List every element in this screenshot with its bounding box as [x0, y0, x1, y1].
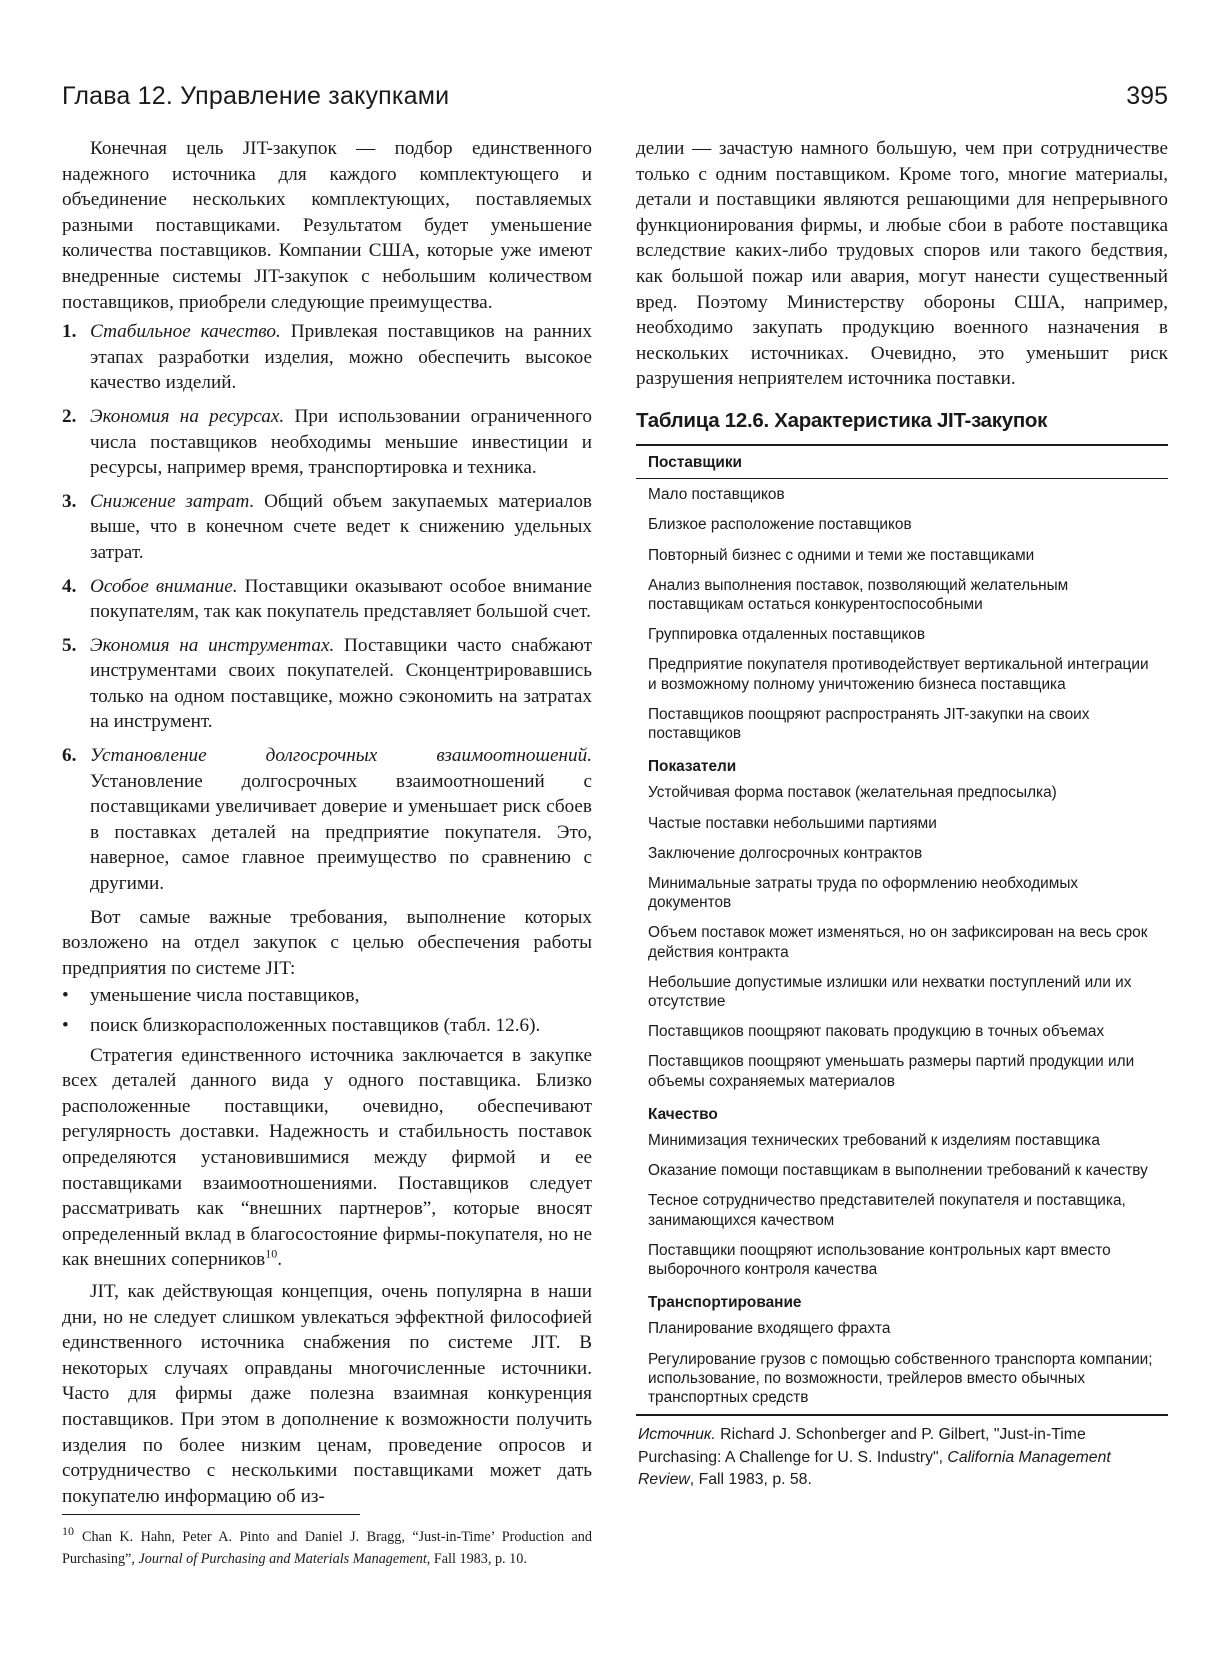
footnote-number: 10	[62, 1524, 74, 1538]
footnote-journal: Journal of Purchasing and Materials Management	[138, 1551, 427, 1567]
bullet-icon: •	[62, 985, 69, 1007]
continuation-paragraph: делии — зачастую намного большую, чем при сотрудничестве только с одним поставщиком. Кроме того, многие материалы, детали и поставщики являются решающими для непрерывного функционирования фирмы, и любые сбои в работе поставщика вследствие каких-либо трудовых споров или такого бедствия, как большой пожар или авария, могут нанести существенный вред. Поэтому Министерству обороны США, например, необходимо закупать продукцию военного назначения в нескольких источниках. Очевидно, это уменьшит риск разрушения неприятелем источника поставки.	[636, 138, 1168, 390]
benefit-text: Поставщики оказывают особое внимание покупателям, так как покупатель представляет большой счет.	[90, 575, 592, 623]
table-row: Поставщиков поощряют уменьшать размеры партий продукции или объемы сохраняемых материалов	[648, 1053, 1135, 1090]
table-row: Объем поставок может изменяться, но он зафиксирован на весь срок действия контракта	[648, 924, 1148, 961]
jit-paragraph: JIT, как действующая концепция, очень популярна в наши дни, но не следует слишком увлекаться эффектной философией единственного источника снабжения по системе JIT. В некоторых случаях оправданы многочисленные источники. Часто для фирмы даже полезна взаимная конкуренция поставщиков. При этом в дополнение к возможности получить изделия по более низким ценам, проведение опросов и сотрудничество с несколькими поставщиками может дать покупателю информацию об из-	[62, 1280, 592, 1507]
table-row: Поставщики поощряют использование контрольных карт вместо выборочного контроля качества	[648, 1241, 1111, 1279]
table-row: Близкое расположение поставщиков	[648, 516, 912, 534]
requirement-item: • уменьшение числа поставщиков,	[62, 983, 592, 1009]
table-row: Повторный бизнес с одними и теми же поставщиками	[648, 546, 1035, 564]
benefit-text: Поставщики часто снабжают инструментами своих покупателей. Сконцентрировавшись только на одном поставщике, можно сэкономить на затратах на инструмент.	[90, 634, 593, 733]
table-row: Минимизация технических требований к изделиям поставщика	[648, 1132, 1100, 1150]
table-row: Регулирование грузов с помощью собственного транспорта компании; использование, по возможности, трейлеров вместо обычных транспортных средств	[648, 1350, 1153, 1407]
table-row: Небольшие допустимые излишки или нехватки поступлений или их отсутствие	[648, 973, 1132, 1010]
benefit-text: Установление долгосрочных взаимоотношений с поставщиками увеличивает доверие и уменьшает риск сбоев в поставках деталей на предприятие покупателя. Это, наверное, самое главное преимущество по сравнению с другими.	[90, 770, 592, 895]
footnote: $^{10}$ Chan K. Hahn, Peter A. Pinto and Daniel J. Bragg, “Just-in-Time’ Production and Purchasing”, Journal of Purchasing and Materials Management, Fall 1983, p. 10.	[62, 1524, 592, 1567]
requirements-list	[62, 983, 592, 1038]
table-row: Минимальные затраты труда по оформлению необходимых документов	[648, 874, 1079, 912]
benefit-item: 3. Снижение затрат. Общий объем закупаемых материалов выше, что в конечном счете ведет к снижению удельных затрат.	[62, 490, 592, 563]
table-rule-bottom	[636, 1414, 1168, 1416]
source-journal: California Management Review	[638, 1448, 1111, 1489]
benefit-term: Экономия на инструментах.	[90, 634, 335, 656]
requirements-intro: Вот самые важные требования, выполнение которых возложено на отдел закупок с целью обеспечения работы предприятия по системе JIT:	[62, 906, 592, 979]
right-column	[636, 136, 1168, 1491]
table-section-quality: Качество	[648, 1105, 718, 1123]
left-column	[62, 136, 592, 1509]
table-row: Поставщиков поощряют паковать продукцию в точных объемах	[648, 1023, 1105, 1041]
table-row: Устойчивая форма поставок (желательная предпосылка)	[648, 784, 1057, 802]
running-head	[62, 82, 1168, 116]
table-source: Источник. Richard J. Schonberger and P. Gilbert, "Just-in-Time Purchasing: A Challenge for U. S. Industry", California Management Review, Fall 1983, p. 58.	[638, 1426, 1111, 1489]
benefit-item: 2. Экономия на ресурсах. При использовании ограниченного числа поставщиков необходимы меньшие инвестиции и ресурсы, например время, транспортировка и техника.	[62, 405, 592, 479]
benefit-item: 1. Стабильное качество. Привлекая поставщиков на ранних этапах разработки изделия, можно обеспечить высокое качество изделий.	[62, 321, 592, 394]
table-row: Предприятие покупателя противодействует вертикальной интеграции и возможному полному уничтожению бизнеса поставщика	[648, 656, 1149, 693]
table-row: Анализ выполнения поставок, позволяющий желательным поставщикам остаться конкурентоспособными	[648, 576, 1069, 613]
intro-paragraph: Конечная цель JIT-закупок — подбор единственного надежного источника для каждого комплектующего и объединение нескольких комплектующих, поставляемых разными поставщиками. Результатом будет уменьшение количества поставщиков. Компании США, которые уже имеют внедренные системы JIT-закупок с небольшим количеством поставщиков, приобрели следующие преимущества.	[62, 138, 592, 313]
strategy-paragraph: Стратегия единственного источника заключается в закупке всех деталей данного вида у одного поставщика. Близко расположенные поставщики, очевидно, обеспечивают регулярность доставки. Надежность и стабильность поставок определяются установившимися между фирмой и ее поставщиками взаимоотношениями. Поставщиков следует рассматривать как “внешних партнеров”, которые вносят определенный вклад в благосостояние фирмы-покупателя, но не как внешних соперников$^{10}$.	[62, 1044, 592, 1271]
page-number: 395	[1126, 82, 1168, 110]
table-row: Тесное сотрудничество представителей покупателя и поставщика, занимающихся качеством	[648, 1192, 1126, 1229]
footnote-ref: 10	[265, 1246, 278, 1261]
table-header: Поставщики	[648, 453, 742, 471]
benefit-item: 4. Особое внимание. Поставщики оказывают особое внимание покупателям, так как покупатель представляет большой счет.	[62, 575, 592, 623]
bullet-icon: •	[62, 1015, 69, 1036]
table-row: Группировка отдаленных поставщиков	[648, 626, 925, 644]
benefit-term: Стабильное качество.	[90, 321, 281, 343]
table-title: Таблица 12.6. Характеристика JIT-закупок	[636, 408, 1048, 432]
benefit-term: Экономия на ресурсах.	[90, 405, 285, 427]
source-label: Источник.	[638, 1426, 716, 1444]
benefit-item: 6. Установление долгосрочных взаимоотношений. Установление долгосрочных взаимоотношений с поставщиками увеличивает доверие и уменьшает риск сбоев в поставках деталей на предприятие покупателя. Это, наверное, самое главное преимущество по сравнению с другими.	[62, 745, 592, 895]
benefit-term: Снижение затрат.	[90, 490, 255, 512]
benefit-term: Установление долгосрочных взаимоотношений.	[90, 745, 592, 767]
jit-table	[636, 444, 1168, 1416]
benefit-text: Привлекая поставщиков на ранних этапах разработки изделия, можно обеспечить высокое качество изделий.	[90, 321, 592, 394]
benefit-item: 5. Экономия на инструментах. Поставщики часто снабжают инструментами своих покупателей. Сконцентрировавшись только на одном поставщике, можно сэкономить на затратах на инструмент.	[62, 634, 593, 733]
table-row: Частые поставки небольшими партиями	[648, 814, 937, 832]
table-row: Мало поставщиков	[648, 486, 785, 504]
table-section-indicators: Показатели	[648, 758, 737, 776]
table-row: Оказание помощи поставщикам в выполнении требований к качеству	[648, 1162, 1148, 1180]
table-body	[636, 479, 1168, 1407]
requirement-item: • поиск близкорасположенных поставщиков (табл. 12.6).	[62, 1013, 592, 1039]
table-section-transport: Транспортирование	[648, 1294, 802, 1312]
benefit-text: Общий объем закупаемых материалов выше, что в конечном счете ведет к снижению удельных затрат.	[90, 490, 592, 563]
table-row: Заключение долгосрочных контрактов	[648, 844, 923, 862]
benefit-term: Особое внимание.	[90, 575, 238, 597]
footnote-rule	[62, 1514, 360, 1515]
table-row: Планирование входящего фрахта	[648, 1320, 891, 1338]
benefits-list	[62, 319, 592, 896]
table-row: Поставщиков поощряют распространять JIT-закупки на своих поставщиков	[648, 705, 1090, 742]
benefit-text: При использовании ограниченного числа поставщиков необходимы меньшие инвестиции и ресурсы, например время, транспортировка и техника.	[90, 405, 592, 479]
chapter-title: Глава 12. Управление закупками	[62, 82, 450, 110]
